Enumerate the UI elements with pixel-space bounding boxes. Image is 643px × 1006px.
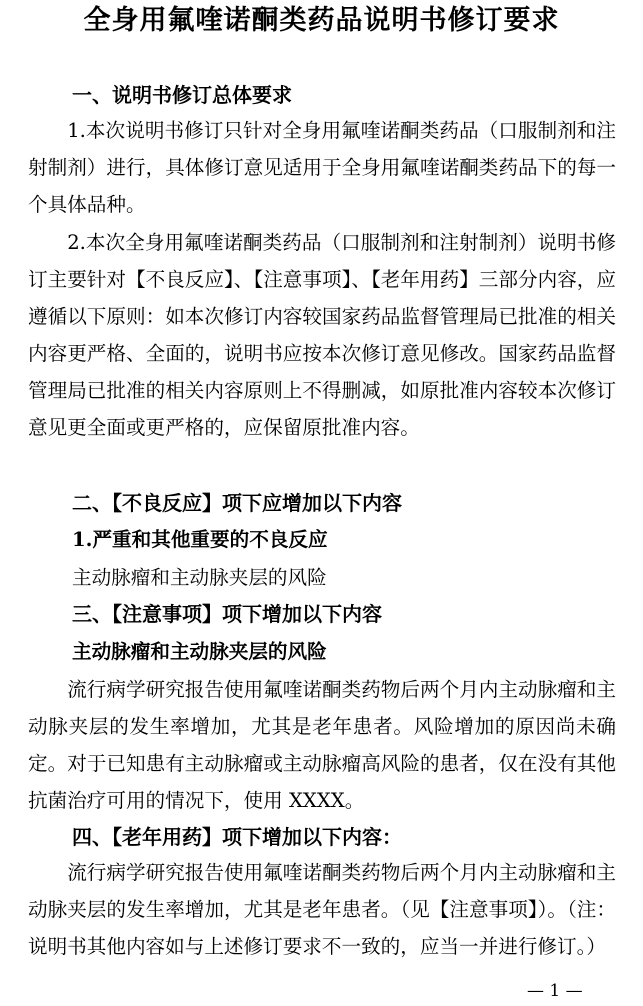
section-3-paragraph: 流行病学研究报告使用氟喹诺酮类药物后两个月内主动脉瘤和主动脉夹层的发生率增加，尤其是老年患者。风险增加的原因尚未确定。对于已知患有主动脉瘤或主动脉瘤高风险的患者，仅在没有其他抗菌治疗可用的情况下，使用 XXXX。 xyxy=(28,678,616,812)
section-2-heading: 二、【不良反应】项下应增加以下内容 xyxy=(72,491,402,515)
section-2-item: 主动脉瘤和主动脉夹层的风险 xyxy=(72,566,327,589)
section-2-subheading: 1.严重和其他重要的不良反应 xyxy=(72,528,328,551)
section-1-paragraph-2: 2.本次全身用氟喹诺酮类药品（口服制剂和注射制剂）说明书修订主要针对【不良反应】、【注意事项】、【老年用药】三部分内容，应遵循以下原则：如本次修订内容较国家药品监督管理局已批准的相关内容更严格、全面的，说明书应按本次修订意见修改。国家药品监督管理局已批准的相关内容原则上不得删减，如原批准内容较本次修订意见更全面或更严格的，应保留原批准内容。 xyxy=(28,231,616,439)
document-title: 全身用氟喹诺酮类药品说明书修订要求 xyxy=(83,5,560,36)
section-4-heading: 四、【老年用药】项下增加以下内容： xyxy=(72,825,402,849)
section-4-paragraph: 流行病学研究报告使用氟喹诺酮类药物后两个月内主动脉瘤和主动脉夹层的发生率增加，尤其是老年患者。（见【注意事项】）。（注：说明书其他内容如与上述修订要求不一致的，应当一并进行修订。） xyxy=(28,861,616,958)
section-1-paragraph-1: 1.本次说明书修订只针对全身用氟喹诺酮类药品（口服制剂和注射制剂）进行，具体修订意见适用于全身用氟喹诺酮类药品下的每一个具体品种。 xyxy=(28,119,616,216)
section-1-heading: 一、说明书修订总体要求 xyxy=(72,83,292,107)
section-3-heading: 三、【注意事项】项下增加以下内容 xyxy=(72,602,382,626)
section-3-subheading: 主动脉瘤和主动脉夹层的风险 xyxy=(72,640,327,663)
page-number: — 1 — xyxy=(527,981,583,1001)
